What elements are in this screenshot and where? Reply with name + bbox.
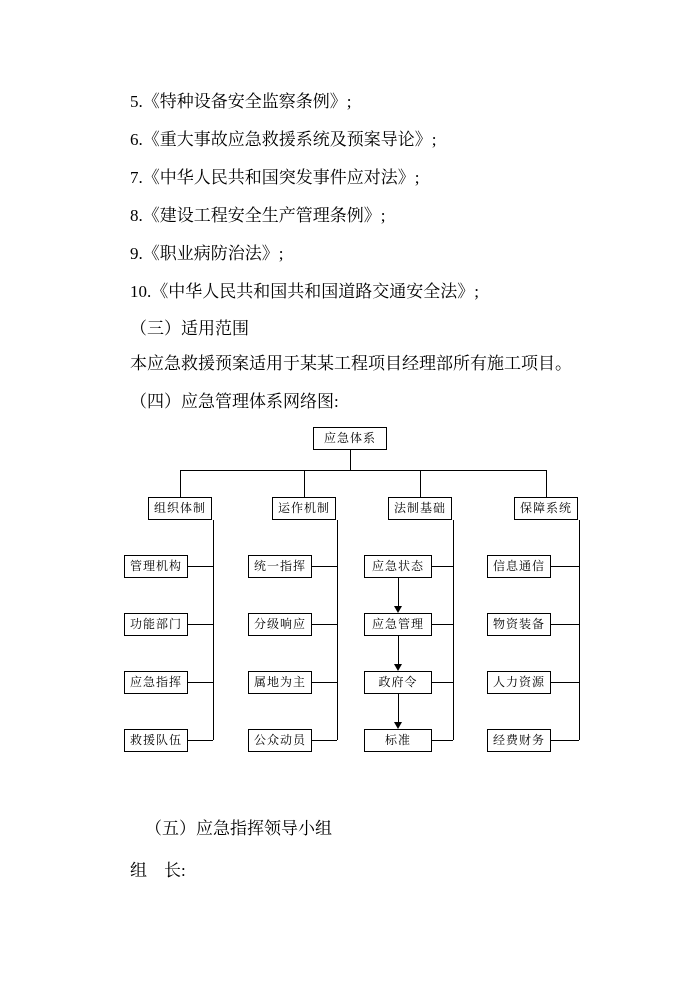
child-box: 救援队伍 [124, 729, 188, 752]
connector-stub [312, 566, 337, 567]
branch-box-legal: 法制基础 [388, 497, 452, 520]
connector-bus [180, 470, 547, 471]
connector-side-4 [579, 520, 580, 740]
connector-stub [188, 566, 213, 567]
connector-branch-stem-1 [180, 470, 181, 497]
child-box: 经费财务 [487, 729, 551, 752]
list-item-6: 6.《重大事故应急救援系统及预案导论》; [130, 130, 437, 149]
section4-heading: （四）应急管理体系网络图: [130, 392, 339, 411]
connector-side-2 [337, 520, 338, 740]
connector-side-1 [213, 520, 214, 740]
list-item-7: 7.《中华人民共和国突发事件应对法》; [130, 168, 420, 187]
connector-branch-stem-2 [304, 470, 305, 497]
child-box: 功能部门 [124, 613, 188, 636]
diagram-root-box: 应急体系 [313, 427, 387, 450]
connector-stub [551, 566, 579, 567]
child-box: 分级响应 [248, 613, 312, 636]
child-box: 物资装备 [487, 613, 551, 636]
branch-box-support: 保障系统 [514, 497, 578, 520]
child-box: 政府令 [364, 671, 432, 694]
connector-stub [432, 740, 453, 741]
child-box: 信息通信 [487, 555, 551, 578]
connector-stub [188, 682, 213, 683]
connector-side-3 [453, 520, 454, 740]
connector-branch-stem-4 [546, 470, 547, 497]
branch-box-operation: 运作机制 [272, 497, 336, 520]
connector-stub [551, 740, 579, 741]
down-arrow-icon [394, 606, 402, 613]
list-item-9: 9.《职业病防治法》; [130, 244, 284, 263]
connector-stub [312, 624, 337, 625]
flow-arrow-shaft [398, 578, 399, 606]
connector-branch-stem-3 [420, 470, 421, 497]
connector-stub [551, 624, 579, 625]
connector-stub [432, 624, 453, 625]
section5-heading: （五）应急指挥领导小组 [145, 819, 332, 838]
child-box: 应急指挥 [124, 671, 188, 694]
list-item-5: 5.《特种设备安全监察条例》; [130, 92, 352, 111]
child-box: 属地为主 [248, 671, 312, 694]
connector-stub [312, 682, 337, 683]
connector-stub [188, 740, 213, 741]
list-item-10: 10.《中华人民共和国共和国道路交通安全法》; [130, 282, 479, 301]
child-box: 统一指挥 [248, 555, 312, 578]
child-box: 管理机构 [124, 555, 188, 578]
connector-stub [432, 566, 453, 567]
child-box: 标准 [364, 729, 432, 752]
leader-label: 组 长: [130, 861, 186, 880]
child-box: 人力资源 [487, 671, 551, 694]
flow-arrow-shaft [398, 636, 399, 664]
child-box: 应急状态 [364, 555, 432, 578]
connector-stub [312, 740, 337, 741]
child-box: 应急管理 [364, 613, 432, 636]
connector-stub [188, 624, 213, 625]
list-item-8: 8.《建设工程安全生产管理条例》; [130, 206, 386, 225]
child-box: 公众动员 [248, 729, 312, 752]
down-arrow-icon [394, 664, 402, 671]
section3-heading: （三）适用范围 [130, 319, 249, 338]
section3-paragraph: 本应急救援预案适用于某某工程项目经理部所有施工项目。 [130, 354, 572, 373]
connector-root-stem [350, 450, 351, 470]
connector-stub [432, 682, 453, 683]
branch-box-organization: 组织体制 [148, 497, 212, 520]
connector-stub [551, 682, 579, 683]
down-arrow-icon [394, 722, 402, 729]
flow-arrow-shaft [398, 694, 399, 722]
